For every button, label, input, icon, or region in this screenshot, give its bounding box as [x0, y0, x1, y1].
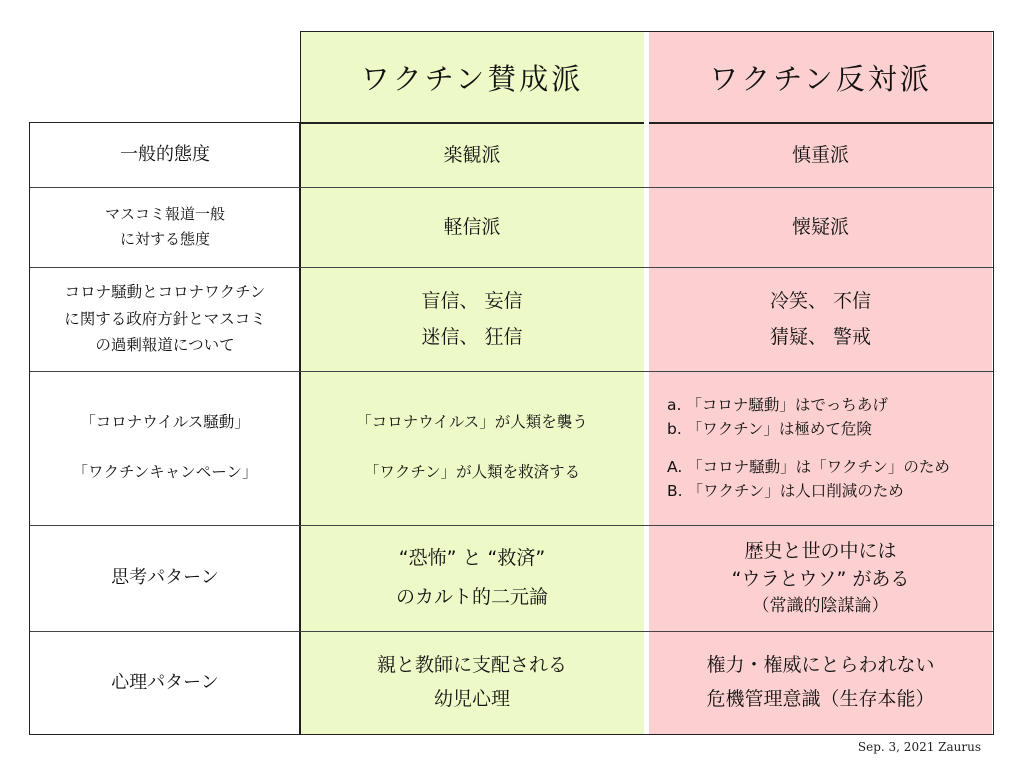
row-label-text: 心理パターン [111, 671, 219, 693]
row-label-text: コロナ騒動とコロナワクチン [64, 283, 266, 302]
row-label-text: に対する態度 [119, 230, 210, 248]
row-label-text: 「ワクチンキャンペーン」 [72, 463, 258, 481]
pro-value: 幼児心理 [433, 687, 510, 710]
row-divider [30, 371, 993, 372]
header-pro-label: ワクチン賛成派 [360, 62, 584, 96]
row-label-text: 「コロナウイルス騒動」 [80, 413, 250, 432]
row-divider [30, 267, 993, 268]
anti-claim-B: B. 「ワクチン」は人口削減のため [667, 482, 904, 501]
anti-value: 冷笑、 不信 [769, 289, 872, 312]
row-divider [30, 187, 993, 188]
row-label-general-attitude [30, 123, 300, 187]
row-label-government-policy [30, 267, 300, 371]
row-label-text: に関する政府方針とマスコミ [64, 309, 266, 328]
pro-value: 「ワクチン」が人類を救済する [363, 463, 581, 481]
pro-value: 迷信、 狂信 [421, 326, 523, 348]
anti-cell-government-policy [649, 267, 992, 371]
row-label-media-attitude [30, 187, 300, 267]
anti-cell-psychology-pattern [649, 631, 992, 734]
anti-value: 慎重派 [791, 143, 849, 166]
anti-value: 危機管理意識（生存本能） [706, 687, 935, 710]
pro-value: “恐怖” と “救済” [398, 547, 546, 570]
header-anti-cell [649, 32, 992, 123]
anti-cell-general-attitude [649, 123, 992, 187]
pro-value: 軽信派 [443, 215, 501, 238]
anti-cell-corona-campaign [649, 371, 992, 525]
anti-value: （常識的陰謀論） [752, 595, 889, 616]
row-label-text: 思考パターン [111, 567, 219, 589]
pro-value: のカルト的二元論 [395, 586, 548, 608]
header-pro-cell [300, 32, 644, 123]
anti-value: 懐疑派 [791, 215, 849, 238]
pro-cell-media-attitude [300, 187, 644, 267]
row-label-thinking-pattern [30, 525, 300, 631]
pro-value: 親と教師に支配される [376, 654, 567, 677]
row-divider [30, 631, 993, 632]
pro-cell-psychology-pattern [300, 631, 644, 734]
credit-text: Sep. 3, 2021 Zaurus [857, 740, 981, 754]
row-label-text: マスコミ報道一般 [104, 204, 225, 223]
anti-value: “ウラとウソ” がある [731, 568, 910, 591]
pro-cell-government-policy [300, 267, 644, 371]
column-gap [644, 32, 649, 734]
pro-cell-thinking-pattern [300, 525, 644, 631]
anti-cell-media-attitude [649, 187, 992, 267]
anti-value: 権力・権威にとらわれない [706, 654, 935, 677]
row-label-text: の過剰報道について [95, 336, 235, 355]
pro-value: 盲信、 妄信 [421, 289, 523, 312]
label-column-divider [299, 122, 301, 734]
pro-cell-general-attitude [300, 123, 644, 187]
header-anti-label: ワクチン反対派 [709, 62, 932, 96]
anti-claim-b: b. 「ワクチン」は極めて危険 [667, 419, 872, 438]
pro-value: 楽観派 [443, 143, 501, 166]
row-label-corona-campaign [30, 371, 300, 525]
anti-value: 猜疑、 警戒 [769, 326, 872, 348]
pro-cell-corona-campaign [300, 371, 644, 525]
row-label-psychology-pattern [30, 631, 300, 734]
anti-claim-a: a. 「コロナ騒動」はでっちあげ [667, 395, 888, 414]
row-divider [30, 525, 993, 526]
anti-value: 歴史と世の中には [744, 539, 897, 562]
anti-claim-A: A. 「コロナ騒動」は「ワクチン」のため [667, 458, 950, 476]
row-label-text: 一般的態度 [120, 144, 210, 166]
anti-cell-thinking-pattern [649, 525, 992, 631]
pro-value: 「コロナウイルス」が人類を襲う [356, 413, 588, 432]
